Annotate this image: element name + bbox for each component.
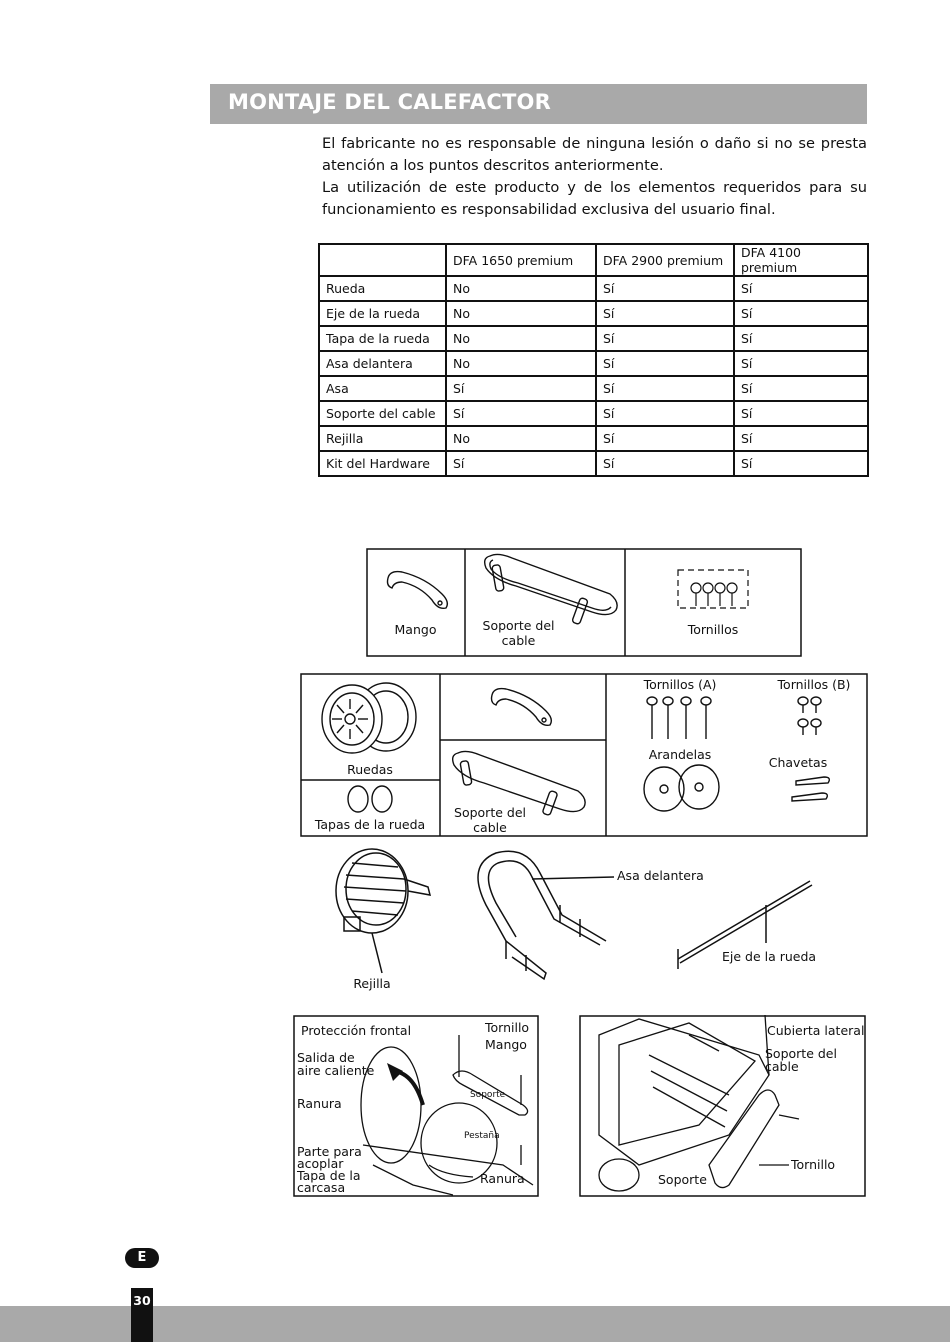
parts-figure-1650 — [366, 548, 802, 657]
grille-drawing — [336, 849, 430, 973]
table-cell: Sí — [446, 401, 596, 426]
label-arandelas: Arandelas — [648, 747, 712, 762]
label-pestana: Pestaña — [464, 1131, 500, 1141]
table-cell: Asa — [319, 376, 446, 401]
table-row — [319, 401, 868, 426]
table-row — [319, 426, 868, 451]
table-cell: No — [446, 301, 596, 326]
label-tornillo: Tornillo — [791, 1157, 836, 1172]
table-cell: Rejilla — [319, 426, 446, 451]
label-ruedas: Ruedas — [347, 762, 393, 777]
table-cell: Soporte del cable — [319, 401, 446, 426]
section-title: MONTAJE DEL CALEFACTOR — [228, 90, 551, 114]
label-asa-delantera: Asa delantera — [617, 868, 704, 883]
label-soporte-cable-l2: cable — [473, 820, 507, 835]
label-ranura-1: Ranura — [297, 1096, 342, 1111]
table-cell: Sí — [734, 451, 868, 476]
table-cell: No — [446, 426, 596, 451]
assembly-figure-cable-holder — [579, 1015, 866, 1197]
table-row — [319, 451, 868, 476]
label-eje-rueda: Eje de la rueda — [722, 949, 817, 964]
page-number: 30 — [131, 1288, 153, 1342]
front-handle-drawing — [478, 851, 614, 979]
label-mango: Mango — [394, 622, 437, 637]
intro-paragraph-1: El fabricante no es responsable de ninguna lesión o daño si no se presta atención a los puntos descritos anteriormente. — [322, 135, 867, 174]
table-header-cell: DFA 4100 premium — [734, 244, 868, 276]
table-cell: Sí — [596, 301, 734, 326]
label-soporte-cable-l1: Soporte del — [765, 1046, 837, 1061]
assembly-figure-front-protection — [293, 1015, 539, 1197]
table-cell: Sí — [734, 351, 868, 376]
label-tornillos-b: Tornillos (B) — [777, 677, 851, 692]
intro-text — [322, 133, 867, 221]
intro-paragraph-2: La utilización de este producto y de los elementos requeridos para su funcionamiento es responsabilidad exclusiva del usuario final. — [322, 179, 867, 218]
label-soporte: Soporte — [470, 1090, 506, 1100]
handle-drawing — [492, 689, 552, 726]
table-cell: Rueda — [319, 276, 446, 301]
table-cell: Sí — [596, 426, 734, 451]
table-cell: Tapa de la rueda — [319, 326, 446, 351]
label-parte-acoplar-l2: acoplar — [297, 1156, 344, 1171]
label-parte-acoplar-l3: Tapa de la — [297, 1168, 361, 1183]
language-badge: E — [125, 1248, 159, 1268]
label-parte-acoplar — [297, 1146, 362, 1194]
grille-handle-axle-drawing — [300, 845, 868, 995]
section-header — [210, 84, 867, 124]
table-row — [319, 276, 868, 301]
table-header-cell: DFA 1650 premium — [446, 244, 596, 276]
table-header-cell — [319, 244, 446, 276]
label-mango: Mango — [485, 1037, 527, 1052]
label-proteccion-frontal: Protección frontal — [301, 1023, 412, 1038]
table-header-row — [319, 244, 868, 276]
table-cell: Sí — [596, 401, 734, 426]
label-tornillos: Tornillos — [687, 622, 739, 637]
label-soporte-cable-l2: cable — [501, 633, 536, 648]
label-tornillo: Tornillo — [485, 1020, 530, 1035]
parts-figure-2900-4100 — [300, 673, 868, 837]
table-row — [319, 376, 868, 401]
table-header-cell: DFA 2900 premium — [596, 244, 734, 276]
table-cell: Asa delantera — [319, 351, 446, 376]
screws-drawing — [678, 570, 748, 608]
label-parte-acoplar-l4: carcasa — [297, 1180, 346, 1195]
screws-b-drawing — [798, 697, 821, 735]
label-parte-acoplar-l1: Parte para — [297, 1144, 362, 1159]
table-row — [319, 301, 868, 326]
parts-figure-grille-handle-axle — [300, 845, 868, 995]
table-cell: Sí — [596, 276, 734, 301]
table-cell: Sí — [596, 376, 734, 401]
label-tornillos-a: Tornillos (A) — [643, 677, 717, 692]
table-cell: Sí — [596, 351, 734, 376]
label-cubierta-lateral: Cubierta lateral — [767, 1023, 865, 1038]
table-cell: Sí — [734, 326, 868, 351]
table-cell: Sí — [734, 301, 868, 326]
wheels-drawing — [322, 683, 416, 753]
label-soporte: Soporte — [658, 1172, 707, 1187]
table-cell: No — [446, 351, 596, 376]
wheel-caps-drawing — [348, 786, 392, 812]
table-cell: Sí — [596, 326, 734, 351]
table-cell: No — [446, 326, 596, 351]
label-soporte-cable-l1: Soporte del — [454, 805, 526, 820]
parts-figure-1650-drawing — [366, 548, 802, 657]
table-cell: Sí — [734, 276, 868, 301]
label-soporte-cable — [765, 1047, 837, 1073]
table-cell: Sí — [446, 376, 596, 401]
label-chavetas: Chavetas — [768, 755, 828, 770]
cotter-pins-drawing — [792, 777, 829, 801]
label-soporte-cable — [445, 805, 535, 835]
handle-drawing — [388, 572, 448, 609]
washers-drawing — [644, 765, 719, 811]
label-soporte-cable-l1: Soporte del — [482, 618, 555, 633]
label-salida-aire — [297, 1051, 374, 1077]
label-rejilla: Rejilla — [353, 976, 391, 991]
table-cell: Sí — [734, 426, 868, 451]
table-cell: Sí — [734, 401, 868, 426]
model-comparison-table — [318, 243, 869, 477]
table-row — [319, 326, 868, 351]
label-tapas-rueda: Tapas de la rueda — [314, 817, 426, 832]
label-salida-aire-l2: aire caliente — [297, 1063, 375, 1078]
table-cell: Sí — [446, 451, 596, 476]
label-soporte-cable — [466, 618, 571, 648]
table-cell: Sí — [734, 376, 868, 401]
screws-a-drawing — [647, 697, 711, 739]
table-cell: Eje de la rueda — [319, 301, 446, 326]
label-salida-aire-l1: Salida de — [297, 1050, 355, 1065]
table-cell: Kit del Hardware — [319, 451, 446, 476]
label-soporte-cable-l2: cable — [765, 1059, 799, 1074]
table-cell: No — [446, 276, 596, 301]
table-row — [319, 351, 868, 376]
cable-holder-drawing — [485, 554, 617, 624]
label-ranura-2: Ranura — [480, 1171, 525, 1186]
table-cell: Sí — [596, 451, 734, 476]
